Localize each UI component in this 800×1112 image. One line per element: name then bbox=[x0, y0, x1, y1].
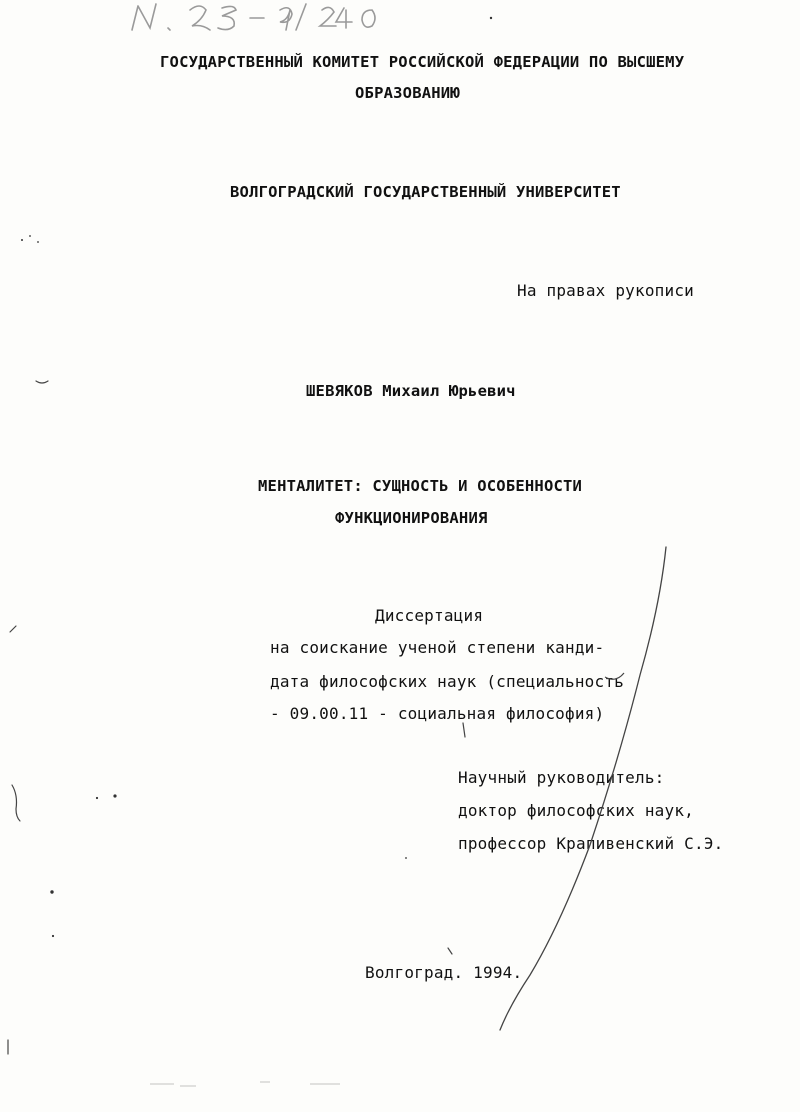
place-year: Волгоград. 1994. bbox=[365, 963, 523, 982]
dissertation-line-3: - 09.00.11 - социальная философия) bbox=[270, 704, 605, 723]
supervisor-name: профессор Крапивенский С.Э. bbox=[458, 834, 724, 853]
supervisor-label: Научный руководитель: bbox=[458, 768, 665, 787]
pencil-stroke bbox=[490, 545, 680, 1035]
org-name-line-1: ГОСУДАРСТВЕННЫЙ КОМИТЕТ РОССИЙСКОЙ ФЕДЕРАЦИИ ПО ВЫСШЕМУ bbox=[160, 53, 685, 71]
dissertation-line-2: дата философских наук (специальность bbox=[270, 672, 624, 691]
university-name: ВОЛГОГРАДСКИЙ ГОСУДАРСТВЕННЫЙ УНИВЕРСИТЕТ bbox=[230, 183, 621, 201]
org-name-line-2: ОБРАЗОВАНИЮ bbox=[355, 84, 460, 102]
author-name: ШЕВЯКОВ Михаил Юрьевич bbox=[306, 382, 516, 400]
supervisor-degree: доктор философских наук, bbox=[458, 801, 694, 820]
dissertation-line-1: на соискание ученой степени канди- bbox=[270, 638, 605, 657]
handwritten-catalog-note bbox=[110, 0, 440, 40]
title-line-1: МЕНТАЛИТЕТ: СУЩНОСТЬ И ОСОБЕННОСТИ bbox=[258, 477, 583, 495]
title-line-2: ФУНКЦИОНИРОВАНИЯ bbox=[335, 509, 488, 527]
dissertation-heading: Диссертация bbox=[375, 606, 484, 625]
rights-note: На правах рукописи bbox=[517, 281, 694, 300]
